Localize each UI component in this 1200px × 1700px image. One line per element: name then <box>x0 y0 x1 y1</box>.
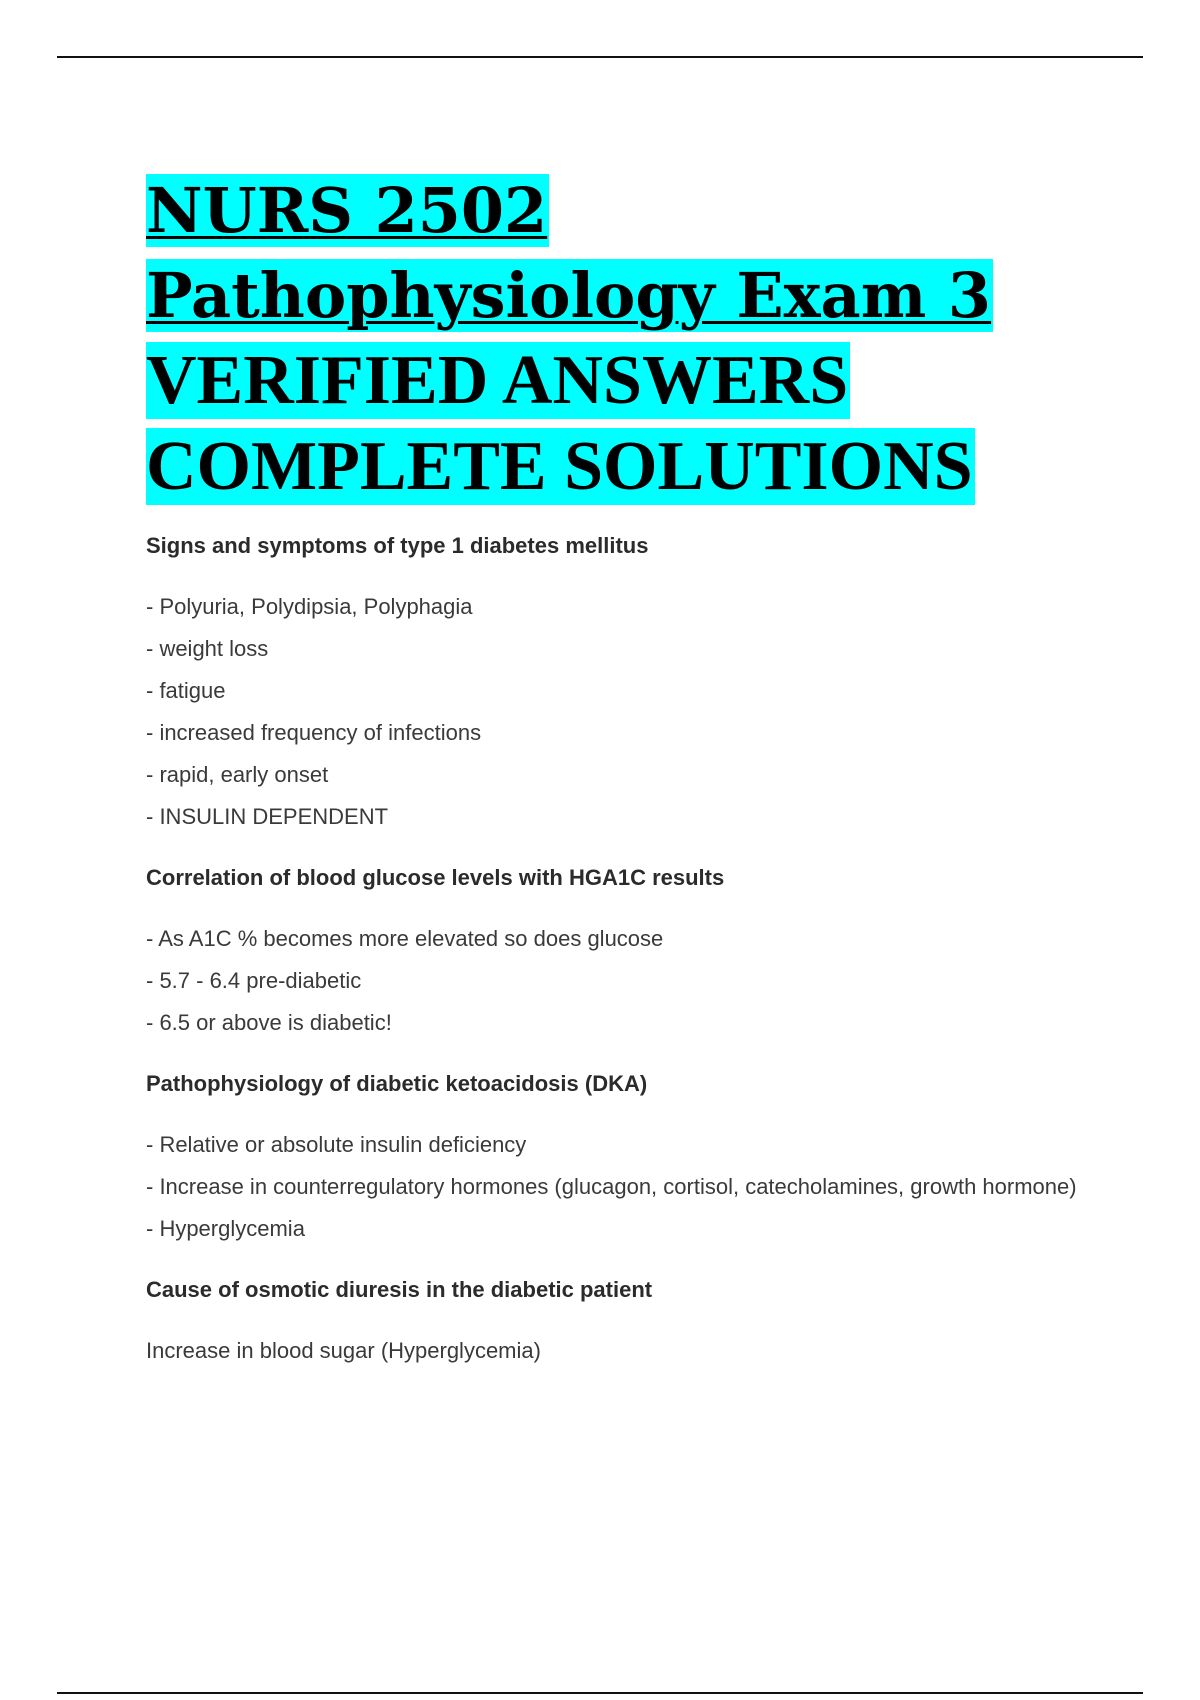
title-line-subject: Pathophysiology Exam 3 <box>146 259 992 332</box>
answer-item: - As A1C % becomes more elevated so does glucose <box>146 926 664 951</box>
answer-item: - Relative or absolute insulin deficiency <box>146 1132 527 1157</box>
document-title <box>146 168 1086 510</box>
top-rule <box>57 56 1143 58</box>
answer-list <box>146 586 1086 838</box>
answer-item: - rapid, early onset <box>146 762 329 787</box>
answer-item: - increased frequency of infections <box>146 720 482 745</box>
answer-item: - fatigue <box>146 678 226 703</box>
qa-section-osmotic-diuresis <box>146 1276 1086 1366</box>
document-body <box>146 168 1086 1366</box>
answer-list <box>146 1336 1086 1366</box>
question-heading: Pathophysiology of diabetic ketoacidosis (DKA) <box>146 1071 648 1096</box>
answer-item: - weight loss <box>146 636 269 661</box>
answer-item: Increase in blood sugar (Hyperglycemia) <box>146 1338 541 1363</box>
qa-section-hga1c <box>146 864 1086 1044</box>
answer-item: - INSULIN DEPENDENT <box>146 804 389 829</box>
title-line-course: NURS 2502 <box>146 174 548 247</box>
qa-section-type1-symptoms <box>146 532 1086 838</box>
question-heading: Cause of osmotic diuresis in the diabetic patient <box>146 1277 653 1302</box>
answer-item: - Hyperglycemia <box>146 1216 305 1241</box>
answer-item: - 6.5 or above is diabetic! <box>146 1010 392 1035</box>
answer-item: - Increase in counterregulatory hormones (glucagon, cortisol, catecholamines, growth hormone) <box>146 1174 1077 1199</box>
title-line-solutions: COMPLETE SOLUTIONS <box>146 428 973 505</box>
answer-item: - 5.7 - 6.4 pre-diabetic <box>146 968 362 993</box>
title-line-verified: VERIFIED ANSWERS <box>146 342 849 419</box>
qa-section-dka <box>146 1070 1086 1250</box>
answer-list <box>146 918 1086 1044</box>
answer-list <box>146 1124 1086 1250</box>
bottom-rule <box>57 1692 1143 1694</box>
question-heading: Signs and symptoms of type 1 diabetes mellitus <box>146 533 649 558</box>
answer-item: - Polyuria, Polydipsia, Polyphagia <box>146 594 473 619</box>
question-heading: Correlation of blood glucose levels with HGA1C results <box>146 865 725 890</box>
